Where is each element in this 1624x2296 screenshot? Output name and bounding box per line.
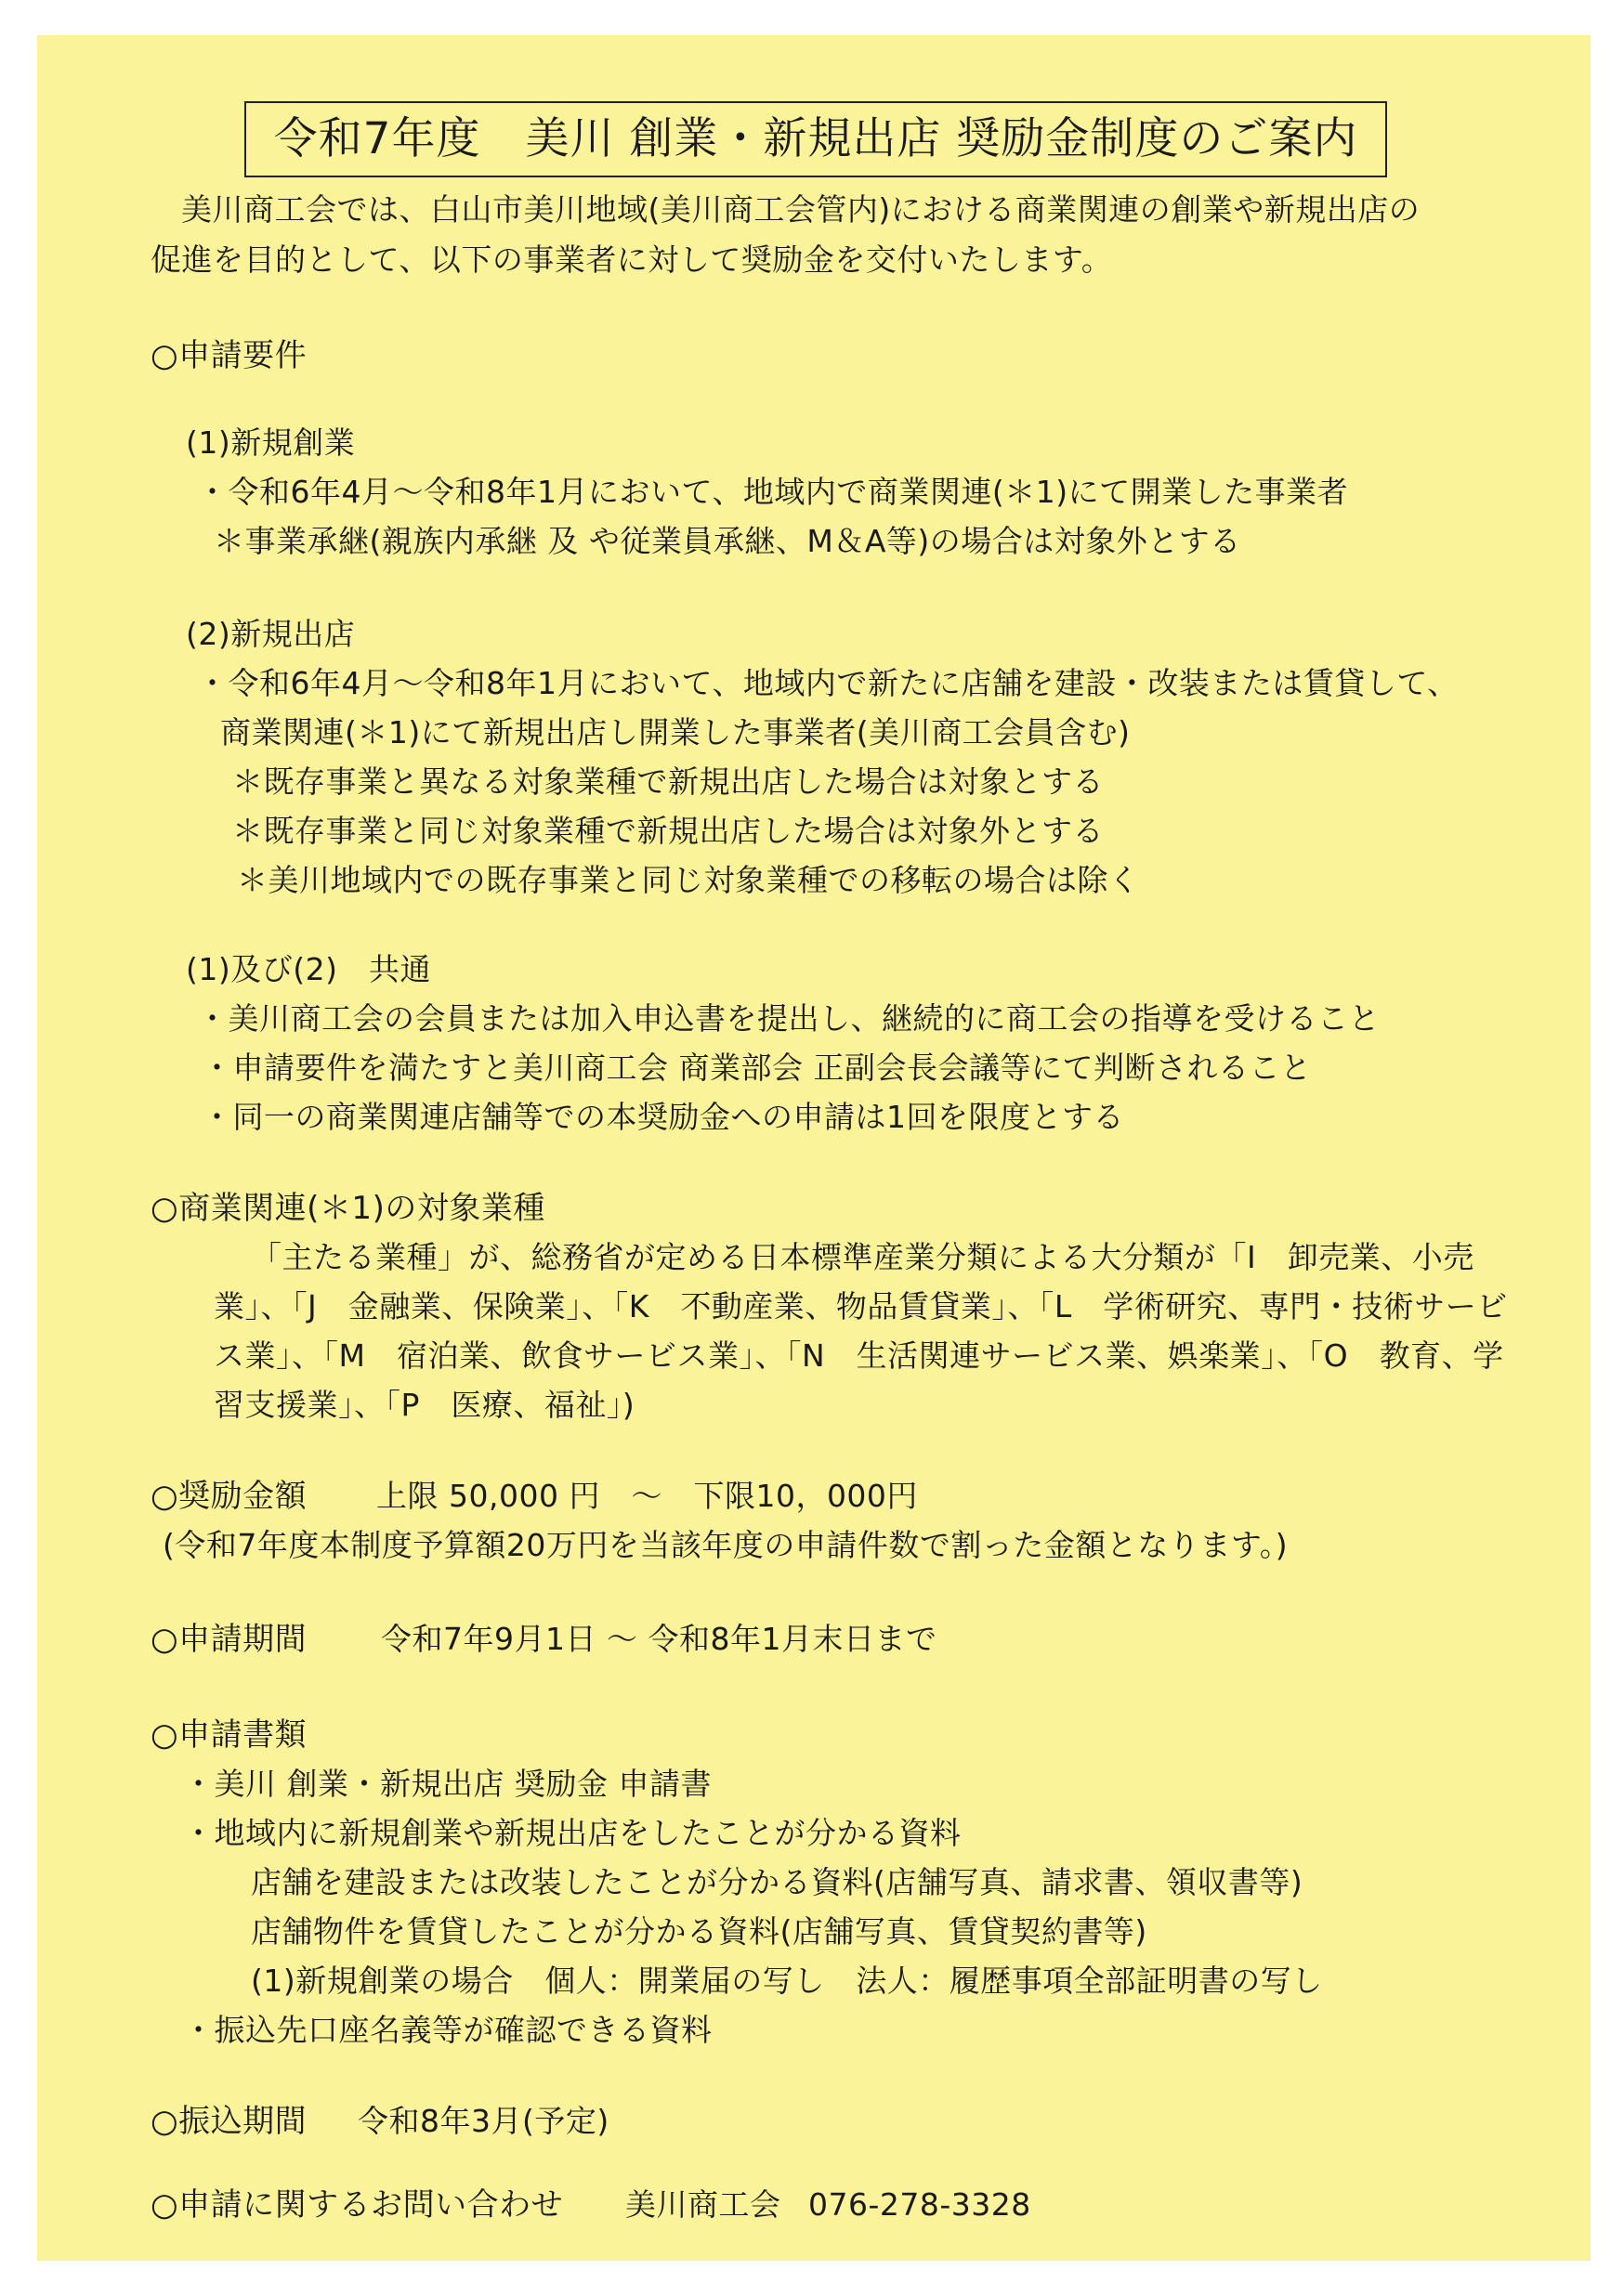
- page-title: 令和7年度 美川 創業・新規出店 奨励金制度のご案内: [244, 101, 1387, 177]
- new-store-line-2: 商業関連(＊1)にて新規出店し開業した事業者(美川商工会員含む): [220, 714, 1131, 750]
- industries-line-2: 業」、「J 金融業、保険業」、「K 不動産業、物品賃貸業」、「L 学術研究、専門・技術サービ: [214, 1288, 1508, 1324]
- intro-line-1: 美川商工会では、白山市美川地域(美川商工会管内)における商業関連の創業や新規出店の: [181, 191, 1421, 228]
- documents-line-2: ・地域内に新規創業や新規出店をしたことが分かる資料: [183, 1815, 962, 1851]
- new-store-line-5: ＊美川地域内での既存事業と同じ対象業種での移転の場合は除く: [237, 862, 1140, 898]
- industries-line-4: 習支援業」、「P 医療、福祉」): [214, 1387, 635, 1423]
- new-store-line-3: ＊既存事業と異なる対象業種で新規出店した場合は対象とする: [232, 763, 1104, 800]
- documents-line-3: 店舗を建設または改装したことが分かる資料(店舗写真、請求書、領収書等): [251, 1864, 1303, 1900]
- period-value: 令和7年9月1日 ～ 令和8年1月末日まで: [381, 1621, 937, 1657]
- new-business-heading: (1)新規創業: [186, 424, 356, 461]
- contact-phone: 076-278-3328: [808, 2186, 1031, 2223]
- period-label: ○申請期間: [151, 1621, 308, 1658]
- industries-line-3: ス業」、「M 宿泊業、飲食サービス業」、「N 生活関連サービス業、娯楽業」、「O 教育、学: [214, 1337, 1504, 1374]
- amount-note: (令和7年度本制度予算額20万円を当該年度の申請件数で割った金額となります。): [163, 1527, 1289, 1563]
- new-store-line-1: ・令和6年4月～令和8年1月において、地域内で新たに店舗を建設・改装または賃貸して、: [197, 665, 1459, 701]
- requirements-heading: ○申請要件: [151, 337, 308, 374]
- documents-line-6: ・振込先口座名義等が確認できる資料: [183, 2012, 713, 2048]
- common-heading: (1)及び(2) 共通: [186, 951, 431, 987]
- common-line-2: ・申請要件を満たすと美川商工会 商業部会 正副会長会議等にて判断されること: [202, 1050, 1312, 1086]
- transfer-label: ○振込期間: [151, 2103, 308, 2140]
- documents-heading: ○申請書類: [151, 1716, 308, 1754]
- amount-value: 上限 50,000 円 ～ 下限10，000円: [376, 1478, 918, 1514]
- documents-line-5: (1)新規創業の場合 個人：開業届の写し 法人：履歴事項全部証明書の写し: [251, 1963, 1323, 1999]
- amount-label: ○奨励金額: [151, 1478, 308, 1515]
- new-store-line-4: ＊既存事業と同じ対象業種で新規出店した場合は対象外とする: [232, 813, 1104, 849]
- industries-heading: ○商業関連(＊1)の対象業種: [151, 1190, 545, 1227]
- industries-line-1: 「主たる業種」が、総務省が定める日本標準産業分類による大分類が「I 卸売業、小売: [251, 1239, 1474, 1275]
- transfer-value: 令和8年3月(予定): [358, 2103, 609, 2139]
- contact-org: 美川商工会: [625, 2186, 781, 2223]
- contact-label: ○申請に関するお問い合わせ: [151, 2186, 564, 2224]
- common-line-3: ・同一の商業関連店舗等での本奨励金への申請は1回を限度とする: [202, 1099, 1124, 1135]
- new-store-heading: (2)新規出店: [186, 616, 356, 652]
- documents-line-1: ・美川 創業・新規出店 奨励金 申請書: [183, 1766, 712, 1802]
- documents-line-4: 店舗物件を賃貸したことが分かる資料(店舗写真、賃貸契約書等): [251, 1913, 1147, 1950]
- new-business-line-2: ＊事業承継(親族内承継 及 や従業員承継、M＆A等)の場合は対象外とする: [214, 523, 1241, 559]
- new-business-line-1: ・令和6年4月～令和8年1月において、地域内で商業関連(＊1)にて開業した事業者: [197, 474, 1349, 510]
- intro-line-2: 促進を目的として、以下の事業者に対して奨励金を交付いたします。: [151, 241, 1113, 278]
- common-line-1: ・美川商工会の会員または加入申込書を提出し、継続的に商工会の指導を受けること: [197, 1000, 1380, 1037]
